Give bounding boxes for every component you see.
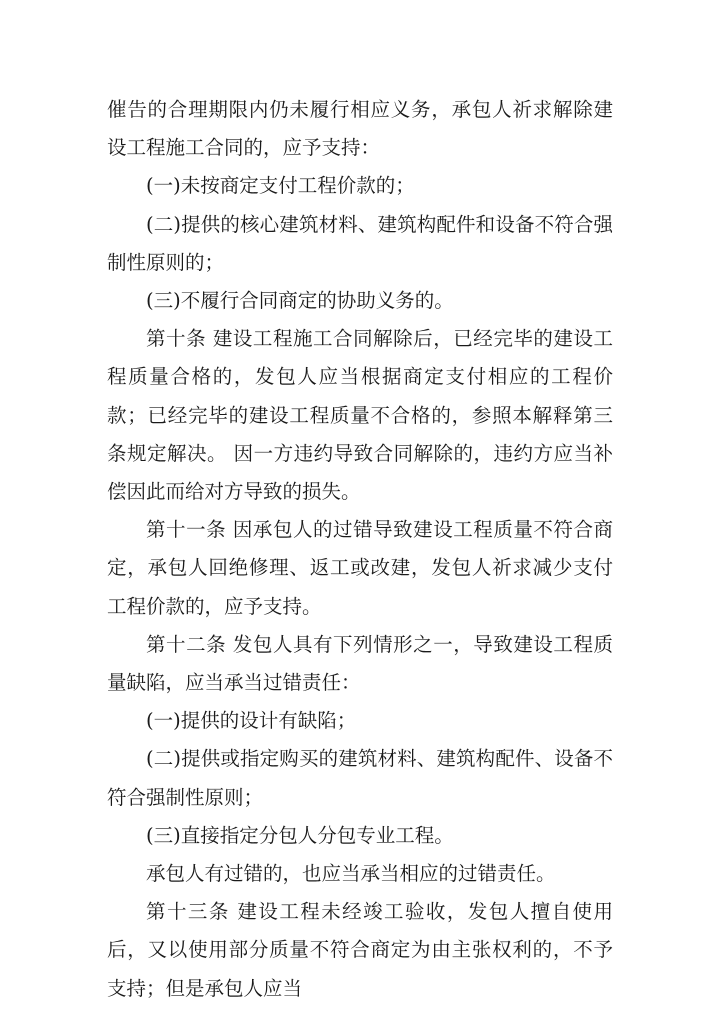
paragraph-article-12-item-3: (三)直接指定分包人分包专业工程。	[146, 823, 454, 847]
paragraph-article-12-item-1: (一)提供的设计有缺陷；	[146, 709, 357, 733]
paragraph-contractor-fault: 承包人有过错的，也应当承当相应的过错责任。	[146, 862, 556, 886]
paragraph-continuation: 催告的合理期限内仍未履行相应义务，承包人祈求解除建设工程施工合同的，应予支持：	[107, 98, 613, 160]
paragraph-article-12: 第十二条 发包人具有下列情形之一，导致建设工程质量缺陷，应当承当过错责任：	[107, 632, 613, 695]
paragraph-item-1: (一)未按商定支付工程价款的；	[146, 174, 415, 198]
paragraph-item-3: (三)不履行合同商定的协助义务的。	[146, 289, 454, 313]
paragraph-article-11: 第十一条 因承包人的过错导致建设工程质量不符合商定，承包人回绝修理、返工或改建，发包人祈求减少支付工程价款的，应予支持。	[107, 518, 613, 618]
paragraph-item-2: (二)提供的核心建筑材料、建筑构配件和设备不符合强制性原则的；	[107, 212, 613, 274]
paragraph-article-10: 第十条 建设工程施工合同解除后，已经完毕的建设工程质量合格的，发包人应当根据商定支付相应的工程价款；已经完毕的建设工程质量不合格的，参照本解释第三条规定解决。 因一方违约导致合同解除的，违约方应当补偿因此而给对方导致的损失。	[107, 327, 613, 504]
paragraph-article-13: 第十三条 建设工程未经竣工验收，发包人擅自使用后，又以使用部分质量不符合商定为由主张权利的，不予支持；但是承包人应当	[107, 900, 613, 1000]
body-text	[107, 91, 613, 1008]
paragraph-article-12-item-2: (二)提供或指定购买的建筑材料、建筑构配件、设备不符合强制性原则；	[107, 747, 613, 809]
